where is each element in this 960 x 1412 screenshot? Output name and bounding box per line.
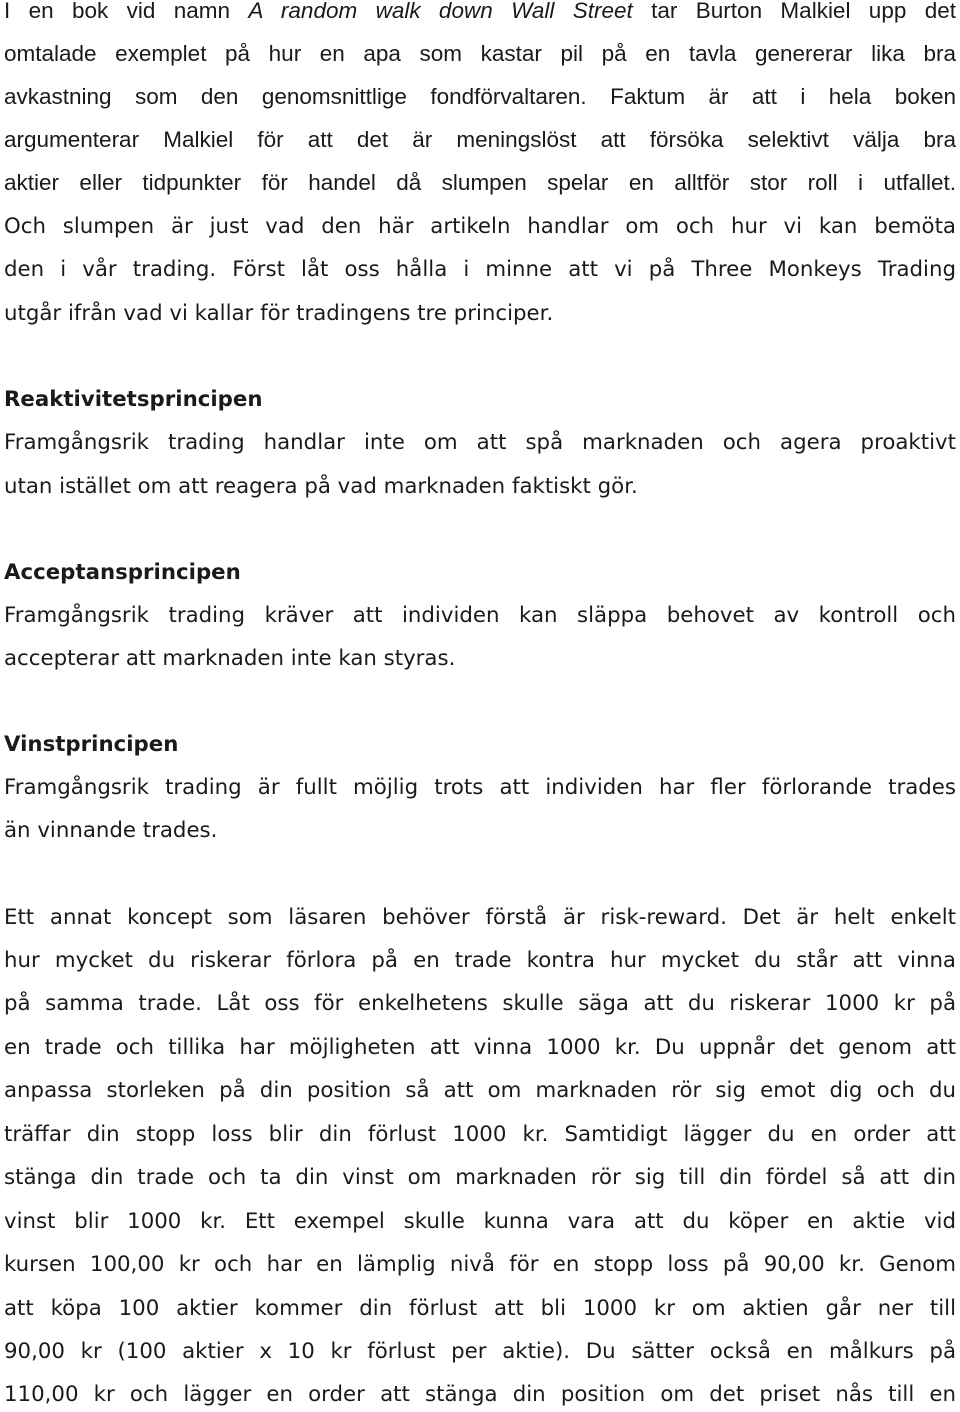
closing-line-10: att köpa 100 aktier kommer din förlust att bli 1000 kr om aktien går ner till	[4, 1296, 956, 1321]
intro-line-1	[4, 0, 956, 28]
intro-line-6: Och slumpen är just vad den här artikeln handlar om och hur vi kan bemöta	[4, 214, 956, 239]
principle-heading-vinst: Vinstprincipen	[4, 732, 179, 757]
principle-heading-acceptans: Acceptansprincipen	[4, 560, 241, 585]
intro-line-8: utgår ifrån vad vi kallar för tradingens tre principer.	[4, 301, 554, 326]
closing-line-5: anpassa storleken på din position så att om marknaden rör sig emot dig och du	[4, 1078, 956, 1103]
intro-text-before-title: I en bok vid namn	[4, 0, 231, 23]
principle-heading-reaktivitet: Reaktivitetsprincipen	[4, 387, 263, 412]
principle-1-line-2: utan istället om att reagera på vad marknaden faktiskt gör.	[4, 474, 638, 499]
intro-line-2: omtalade exemplet på hur en apa som kastar pil på en tavla genererar lika bra	[4, 41, 956, 66]
intro-line-4: argumenterar Malkiel för att det är meningslöst att försöka selektivt välja bra	[4, 127, 956, 152]
principle-1-line-1: Framgångsrik trading handlar inte om att spå marknaden och agera proaktivt	[4, 430, 956, 455]
intro-line-5: aktier eller tidpunkter för handel då slumpen spelar en alltför stor roll i utfallet.	[4, 170, 956, 195]
closing-line-8: vinst blir 1000 kr. Ett exempel skulle kunna vara att du köper en aktie vid	[4, 1209, 956, 1234]
closing-line-9: kursen 100,00 kr och har en lämplig nivå för en stopp loss på 90,00 kr. Genom	[4, 1252, 956, 1277]
closing-line-3: på samma trade. Låt oss för enkelhetens skulle säga att du riskerar 1000 kr på	[4, 991, 956, 1016]
closing-line-2: hur mycket du riskerar förlora på en trade kontra hur mycket du står att vinna	[4, 948, 956, 973]
closing-line-11: 90,00 kr (100 aktier x 10 kr förlust per aktie). Du sätter också en målkurs på	[4, 1339, 956, 1364]
closing-line-4: en trade och tillika har möjligheten att vinna 1000 kr. Du uppnår det genom att	[4, 1035, 956, 1060]
principle-2-line-2: accepterar att marknaden inte kan styras.	[4, 646, 456, 671]
principle-2-line-1: Framgångsrik trading kräver att individen kan släppa behovet av kontroll och	[4, 603, 956, 628]
book-title: A random walk down Wall Street	[248, 0, 633, 23]
intro-line-7: den i vår trading. Först låt oss hålla i minne att vi på Three Monkeys Trading	[4, 257, 956, 282]
principle-3-line-1: Framgångsrik trading är fullt möjlig trots att individen har fler förlorande trades	[4, 775, 956, 800]
closing-line-12: 110,00 kr och lägger en order att stänga din position om det priset nås till en	[4, 1382, 956, 1407]
closing-line-1: Ett annat koncept som läsaren behöver förstå är risk-reward. Det är helt enkelt	[4, 905, 956, 930]
closing-line-7: stänga din trade och ta din vinst om marknaden rör sig till din fördel så att din	[4, 1165, 956, 1190]
intro-line-3: avkastning som den genomsnittlige fondförvaltaren. Faktum är att i hela boken	[4, 84, 956, 109]
intro-text-after-title: tar Burton Malkiel upp det	[651, 0, 956, 23]
principle-3-line-2: än vinnande trades.	[4, 818, 218, 843]
closing-line-6: träffar din stopp loss blir din förlust 1000 kr. Samtidigt lägger du en order att	[4, 1122, 956, 1147]
